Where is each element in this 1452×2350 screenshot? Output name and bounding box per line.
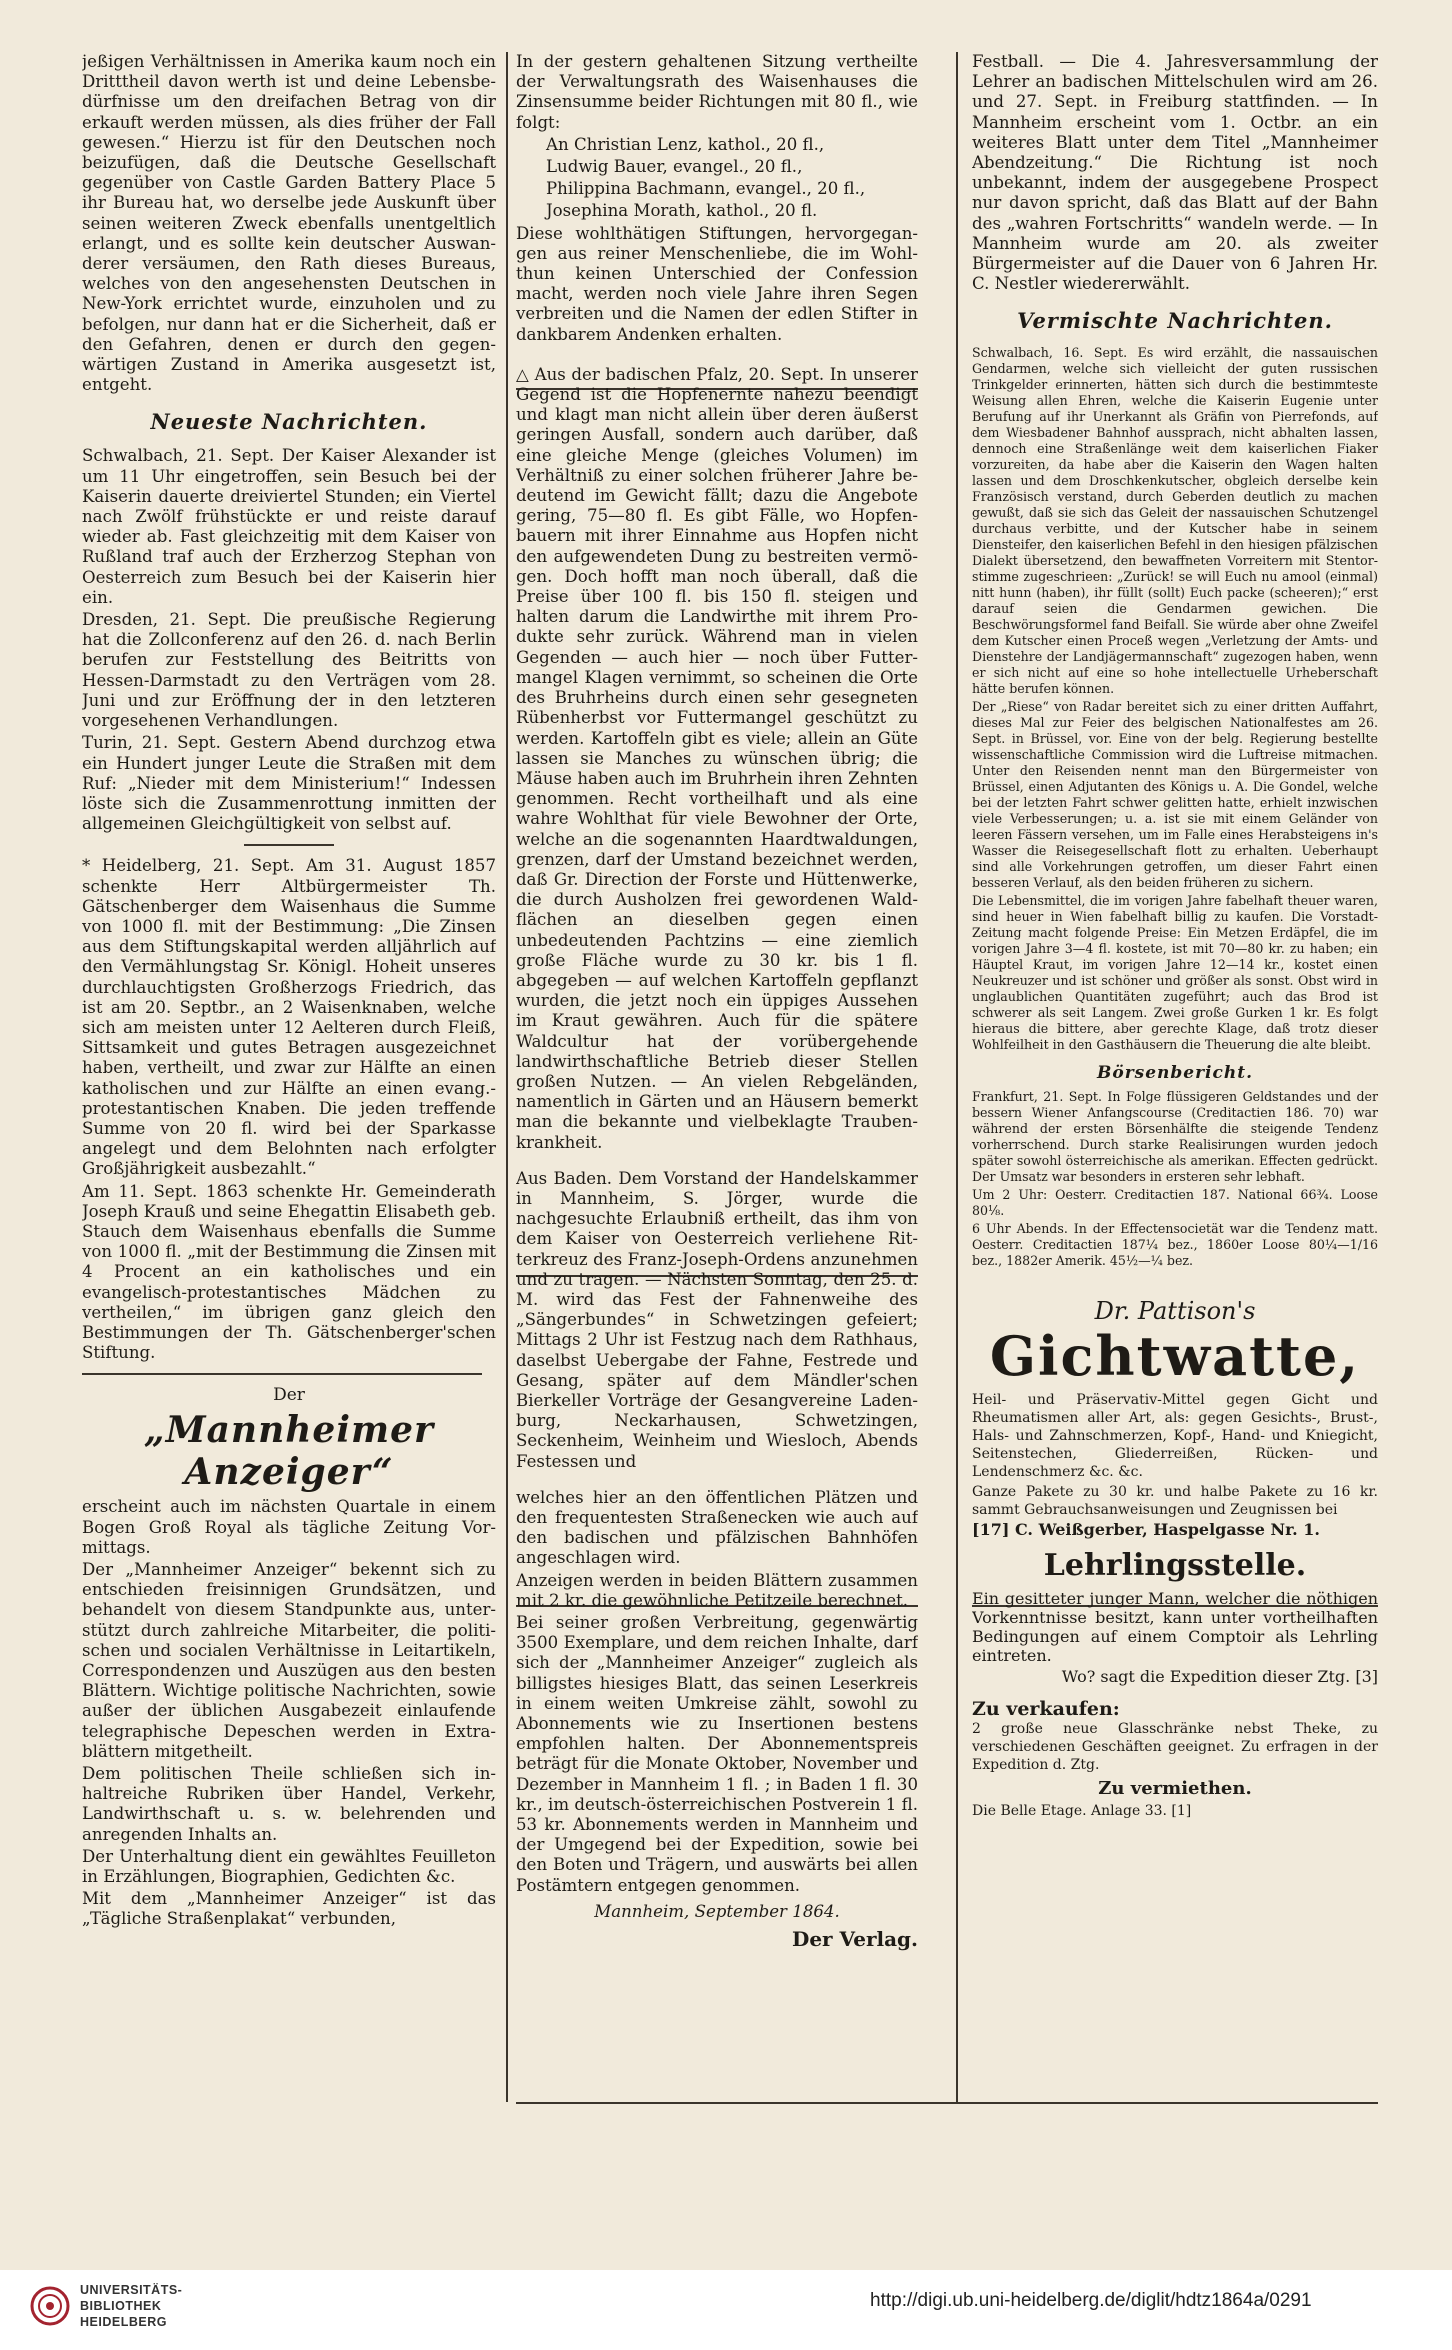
article-text: Dem politischen Theile schließen sich inhaltreiche Rubriken über Handel, Verkehr, Landwirthschaft u. s. w. belehrenden und anregenden Inhalts an. (82, 1764, 496, 1844)
news-item: Die Lebensmittel, die im vorigen Jahre fabelhaft theuer waren, sind heuer in Wien fabelhaft billig zu kaufen. Die Vorstadt-Zeitung macht folgende Preise: Ein Metzen Erdäpfel, die im vorigen Jahre 3—4 fl. kostete, ist mit 70—80 kr. zu haben; ein Häuptel Kraut, im vorigen Jahre 12—14 kr., kostet einen Neukreuzer und ist schöner und größer als sonst. Obst wird in unglaublichen Quantitäten zugeführt; auch das Brod ist schwerer als seit Langem. Zwei große Gurken 1 kr. Es folgt hieraus die bittere, aber gerechte Klage, daß trotz dieser Wohlfeilheit in den Gasthäusern die Theuerung die alte bleibt. (972, 893, 1378, 1053)
list-item: An Christian Lenz, kathol., 20 fl., (546, 134, 825, 154)
masthead-title: „Mannheimer Anzeiger“ (144, 1409, 434, 1494)
section-heading: Börsenbericht. (1096, 1063, 1253, 1084)
dateline: Mannheim, September 1864. (594, 1901, 840, 1921)
ad-title: Gichtwatte, (989, 1324, 1361, 1389)
news-item: Turin, 21. Sept. Gestern Abend durchzog etwa ein Hundert junger Leute die Straßen mit dem Ruf: „Nieder mit dem Ministerium!“ Indessen löste sich die Zusammenrottung inmitten der allgemeinen Gleichgültigkeit von selbst auf. (82, 733, 496, 834)
library-name: HEIDELBERG (80, 2315, 167, 2329)
list-item: Philippina Bachmann, evangel., 20 fl., (546, 179, 866, 199)
column-rule (956, 52, 958, 2102)
library-name: UNIVERSITÄTS- (80, 2283, 183, 2297)
article-text: Der „Mannheimer Anzeiger“ bekennt sich zu entschieden freisinnigen Grundsätzen, und behandelt von diesem Standpunkte aus, unterstützt durch zahlreiche Mitarbeiter, die politischen und socialen Verhältnisse in Leitartikeln, Correspondenzen und Auszügen aus den besten Blättern. Wichtige politische Nachrichten, sowie außer der üblichen Ausgabezeit einlaufende telegraphische Depeschen werden in Extrablättern mitgetheilt. (82, 1560, 496, 1761)
section-rule (516, 2102, 1378, 2104)
article-text: Anzeigen werden in beiden Blättern zusammen mit 2 kr. die gewöhnliche Petitzeile berechnet. (516, 1570, 918, 1610)
ad-title: Lehrlingsstelle. (1043, 1548, 1307, 1584)
university-seal-icon (30, 2286, 70, 2326)
market-report: Frankfurt, 21. Sept. In Folge flüssigeren Geldstandes und der bessern Wiener Anfangscourse (Creditactien 186. 70) war während der ersten Börsenhälfte die steigende Tendenz vorherrschend. Durch starke Realisirungen wurden jedoch später sowohl österreichische als amerikan. Effecten gedrückt. Der Umsatz war besonders in ersteren sehr lebhaft. (972, 1089, 1378, 1185)
article-text: Mit dem „Mannheimer Anzeiger“ ist das „Tägliche Straßenplakat“ verbunden, (82, 1889, 496, 1929)
ad-text: Ganze Pakete zu 30 kr. und halbe Pakete zu 16 kr. sammt Gebrauchsanweisungen und Zeugnissen bei (972, 1484, 1378, 1519)
article-text: welches hier an den öffentlichen Plätzen und den frequentesten Straßenecken wie auch auf den badischen und pfälzischen Bahnhöfen angeschlagen wird. (516, 1487, 918, 1568)
article-text: Bei seiner großen Verbreitung, gegenwärtig 3500 Exemplare, und dem reichen Inhalte, darf sich der „Mannheimer Anzeiger“ zugleich als billigstes hiesiges Blatt, das seinen Leserkreis in einem weiten Umkreise zählt, sowohl zu Abonnements wie zu Insertionen bestens empfohlen halten. Der Abonnementspreis beträgt für die Monate Oktober, November und Dezember in Mannheim 1 fl. ; in Baden 1 fl. 30 kr., im deutsch-österreichischen Postverein 1 fl. 53 kr. Abonnements werden in Mannheim und der Umgegend bei der Expedition, sowie bei den Boten und Trägern, und auswärts bei allen Postämtern entgegen genommen. (516, 1613, 918, 1895)
market-report: Um 2 Uhr: Oesterr. Creditactien 187. National 66¾. Loose 80⅛. (972, 1187, 1378, 1219)
article-text: △ Aus der badischen Pfalz, 20. Sept. In unserer Gegend ist die Hopfenernte nahezu beendigt und klagt man nicht allein über deren äußerst geringen Ausfall, sondern auch darüber, daß eine gleiche Menge (gleiches Volumen) im Verhältniß zu einer solchen früherer Jahre bedeutend im Gewicht fällt; dazu die Angebote gering, 75—80 fl. Es gibt Fälle, wo Hopfenbauern mit ihrer Einnahme aus Hopfen nicht den aufgewendeten Dung zu bestreiten vermögen. Doch hofft man noch überall, daß die Preise über 100 fl. bis 150 fl. steigen und halten darum die Landwirthe mit ihrem Produkte sehr zurück. Während man in vielen Gegenden — auch hier — noch über Futtermangel Klagen vernimmt, so scheinen die Orte des Bruhrheins durch einen sehr gesegneten Rübenherbst vor Futtermangel geschützt zu werden. Kartoffeln gibt es viele; allein an Güte lassen sie Manches zu wünschen übrig; die Mäuse haben auch im Bruhrhein ihren Zehnten genommen. Recht vortheilhaft und als eine wahre Wohlthat für viele Bewohner der Orte, welche an die sogenannten Haardtwaldungen, grenzen, darf der Umstand bezeichnet werden, daß Gr. Direction der Forste und Hüttenwerke, die durch Ausholzen frei gewordenen Waldflächen an dieselben gegen einen unbedeutenden Pachtzins — eine ziemlich große Fläche wurde zu 30 kr. bis 1 fl. abgegeben — auf welchen Kartoffeln gepflanzt wurden, die jetzt noch ein üppiges Aussehen im Kraut gewähren. Auch für die spätere Waldcultur hat der vorübergehende landwirthschaftliche Betrieb dieser Stellen großen Nutzen. — An vielen Rebgeländen, namentlich in Gärten und an Häusern bemerkt man die bekannte und vielbeklagte Traubenkrankheit. (516, 364, 918, 1152)
article-text: Festball. — Die 4. Jahresversammlung der Lehrer an badischen Mittelschulen wird am 26. und 27. Sept. in Freiburg stattfinden. — In Mannheim erscheint vom 1. Octbr. an ein weiteres Blatt unter dem Titel „Mannheimer Abendzeitung.“ Die Richtung ist noch unbekannt, indem der ausgegebene Prospect nur davon spricht, daß das Blatt auf der Bahn des „wahren Fortschritts“ wandeln werde. — In Mannheim wurde am 20. als zweiter Bürgermeister auf die Dauer von 6 Jahren Hr. C. Nestler wiedererwählt. (972, 52, 1378, 294)
ad-title: Zu verkaufen: (972, 1698, 1120, 1721)
article-text: Der Unterhaltung dient ein gewähltes Feuilleton in Erzählungen, Biographien, Gedichten &c. (82, 1846, 496, 1887)
ad-seller: [17] C. Weißgerber, Haspelgasse Nr. 1. (972, 1520, 1320, 1540)
section-heading: Vermischte Nachrichten. (1017, 308, 1333, 334)
news-item: Schwalbach, 16. Sept. Es wird erzählt, die nassauischen Gendarmen, welche sich vielleicht der guten russischen Trinkgelder erinnerten, hätten sich durch die bestimmteste Weisung allen Ehren, welche die Kaiserin Eugenie unter Berufung auf ihr Unerkannt als Gräfin von Pierrefonds, auf dem Wiesbadener Bahnhof aussprach, nicht abhalten lassen, dennoch eine Straßenlänge weit dem kaiserlichen Fiaker vorzureiten, da habe aber die Kaiserin den Wagen halten lassen und dem Droschkenkutscher, obgleich derselbe kein Französisch verstand, durch Geberden deutlich zu machen gewußt, daß sie sich das Geleit der nassauischen Schutzengel durchaus verbitte, und der Kutscher habe in seinem Diensteifer, den kaiserlichen Befehl in den hiesigen pfälzischen Dialekt übersetzend, den bewaffneten Vorreitern mit Stentorstimme zugeschrieen: „Zurück! se will Euch nu amool (einmal) nitt hunn (haben), ihr füllt (sollt) Euch packe (scheeren);“ erst darauf seien die Gendarmen gewichen. Die Beschwörungsformel fand Beifall. Sie würde aber ohne Zweifel dem Kutscher einen Proceß wegen „Verletzung der Amts- und Dienstehre der Landjägermannschaft“ zugezogen haben, wenn er sich nicht auf eine so hohe intellectuelle Urheberschaft hätte berufen können. (972, 345, 1378, 697)
column-middle (516, 52, 918, 1951)
ad-title: Zu vermiethen. (1098, 1778, 1252, 1800)
article-text: jeßigen Verhältnissen in Amerika kaum noch ein Dritttheil davon werth ist und deine Lebensbedürfnisse um den dreifachen Betrag von dir erkauft werden müssen, als dies früher der Fall gewesen.“ Hierzu ist für den Deutschen noch beizufügen, daß die Deutsche Gesellschaft gegenüber von Castle Garden Battery Place 5 ihr Bureau hat, wo derselbe jede Auskunft über seinen weiteren Zweck ebenfalls unentgeltlich erlangt, und es sollte kein deutscher Auswanderer versäumen, den Rath dieses Bureaus, welches von den angesehensten Deutschen in New-York errichtet wurde, einzuholen und zu befolgen, nur dann hat er die Sicherheit, daß er den Gefahren, denen er durch den gegenwärtigen Zustand in Amerika ausgesetzt ist, entgeht. (82, 52, 496, 395)
market-report: 6 Uhr Abends. In der Effectensocietät war die Tendenz matt. Oesterr. Creditactien 187¼ bez., 1860er Loose 80¼—1/16 bez., 1882er Amerik. 45½—¼ bez. (972, 1221, 1378, 1269)
masthead-prefix: Der (273, 1385, 305, 1406)
ad-text: Die Belle Etage. Anlage 33. [1] (972, 1803, 1192, 1820)
ad-text: 2 große neue Glasschränke nebst Theke, zu verschiedenen Geschäften geeignet. Zu erfragen in der Expedition d. Ztg. (972, 1721, 1378, 1774)
list-item: Josephina Morath, kathol., 20 fl. (546, 201, 818, 221)
section-heading: Neueste Nachrichten. (150, 409, 428, 435)
ad-text: Heil- und Präservativ-Mittel gegen Gicht und Rheumatismen aller Art, als: gegen Gesichts-, Brust-, Hals- und Zahnschmerzen, Kopf-, Hand- und Kniegicht, Seitenstechen, Gliederreißen, Rücken- und Lendenschmerz &c. &c. (972, 1392, 1378, 1481)
article-text: erscheint auch im nächsten Quartale in einem Bogen Groß Royal als tägliche Zeitung Vormittags. (82, 1497, 496, 1557)
article-text: In der gestern gehaltenen Sitzung vertheilte der Verwaltungsrath des Waisenhauses die Zinsensumme beider Richtungen mit 80 fl., wie folgt: (516, 52, 918, 132)
signature: Der Verlag. (791, 1926, 918, 1951)
article-text: Diese wohlthätigen Stiftungen, hervorgegangen aus reiner Menschenliebe, die im Wohlthun keinen Unterschied der Confession macht, werden noch viele Jahre ihren Segen verbreiten und die Namen der edlen Stifter in dankbarem Andenken erhalten. (516, 223, 918, 344)
library-name: BIBLIOTHEK (80, 2299, 162, 2313)
article-text: Aus Baden. Dem Vorstand der Handelskammer in Mannheim, S. Jörger, wurde die nachgesuchte Erlaubniß ertheilt, das ihm von dem Kaiser von Oesterreich verliehene Ritterkreuz des Franz-Joseph-Ordens anzunehmen und zu tragen. — Nächsten Sonntag, den 25. d. M. wird das Fest der Fahnenweihe des „Sängerbundes“ in Schwetzingen gefeiert; Mittags 2 Uhr ist Festzug nach dem Rathhaus, daselbst Uebergabe der Fahne, Festrede und Gesang, später auf dem Mändler'schen Bierkeller Vorträge der Gesangvereine Ladenburg, Neckarhausen, Schwetzingen, Seckenheim, Weinheim und Wiesloch, Abends Festessen und (516, 1168, 918, 1471)
permalink[interactable]: http://digi.ub.uni-heidelberg.de/diglit/hdtz1864a/0291 (870, 2290, 1312, 2311)
news-item: Schwalbach, 21. Sept. Der Kaiser Alexander ist um 11 Uhr eingetroffen, sein Besuch bei der Kaiserin dauerte dreiviertel Stunden; ein Viertel nach Zwölf frühstückte er und reiste darauf wieder ab. Fast gleichzeitig mit dem Kaiser von Rußland traf auch der Erzherzog Stephan von Oesterreich zum Besuch bei der Kaiserin hier ein. (82, 446, 496, 607)
column-right (972, 52, 1378, 1821)
ad-text: Wo? sagt die Expedition dieser Ztg. [3] (1061, 1667, 1378, 1687)
divider (82, 1373, 482, 1375)
column-rule (506, 52, 508, 2102)
ad-text: Ein gesitteter junger Mann, welcher die nöthigen Vorkenntnisse besitzt, kann unter vortheilhaften Bedingungen auf einem Comptoir als Lehrling eintreten. (972, 1589, 1378, 1666)
list-item: Ludwig Bauer, evangel., 20 fl., (546, 157, 803, 177)
news-item: Am 11. Sept. 1863 schenkte Hr. Gemeinderath Joseph Krauß und seine Ehegattin Elisabeth geb. Stauch dem Waisenhaus ebenfalls die Summe von 1000 fl. „mit der Bestimmung die Zinsen mit 4 Procent an ein katholisches und ein evangelisch-protestantisches Mädchen zu vertheilen,“ im übrigen ganz gleich den Bestimmungen der Th. Gätschenberger'schen Stiftung. (82, 1181, 496, 1363)
ad-brand: Dr. Pattison's (1094, 1297, 1256, 1326)
news-item: Dresden, 21. Sept. Die preußische Regierung hat die Zollconferenz auf den 26. d. nach Berlin berufen zur Feststellung des Beitritts von Hessen-Darmstadt zu den Verträgen vom 28. Juni und zur Eröffnung der in den letzteren vorgesehenen Verhandlungen. (82, 610, 496, 731)
news-item: * Heidelberg, 21. Sept. Am 31. August 1857 schenkte Herr Altbürgermeister Th. Gätschenberger dem Waisenhaus die Summe von 1000 fl. mit der Bestimmung: „Die Zinsen aus dem Stiftungskapital werden alljährlich auf den Vermählungstag Sr. Königl. Hoheit unseres durchlauchtigsten Großherzogs Friedrich, das ist am 20. Septbr., an 2 Waisenknaben, welche sich am meisten unter 12 Aelteren durch Fleiß, Sittsamkeit und gutes Betragen ausgezeichnet haben, vertheilt, und zwar zur Hälfte an einen katholischen und zur Hälfte an einen evang.-protestantischen Knaben. Die jeden treffende Summe von 20 fl. wird bei der Sparkasse angelegt und dem Belohnten nach erfolgter Großjährigkeit ausbezahlt.“ (82, 856, 496, 1179)
news-item: Der „Riese“ von Radar bereitet sich zu einer dritten Auffahrt, dieses Mal zur Feier des belgischen Nationalfestes am 26. Sept. in Brüssel, vor. Eine von der belg. Regierung bestellte wissenschaftliche Commission wird die Luftreise mitmachen. Unter den Reisenden nennt man den Bürgermeister von Brüssel, einen Adjutanten des Königs u. A. Die Gondel, welche bei der letzten Fahrt schwer gelitten hatte, erhielt inzwischen viele Verbesserungen; u. a. ist sie mit einem Geländer von leeren Fässern versehen, um im Falle eines Herabsteigens in's Wasser die Reisegesellschaft flott zu erhalten. Ueberhaupt sind alle Vorkehrungen getroffen, um dieser Fahrt einen besseren Verlauf, als den beiden früheren zu sichern. (972, 699, 1378, 891)
divider (244, 844, 334, 846)
column-left (82, 52, 496, 1932)
